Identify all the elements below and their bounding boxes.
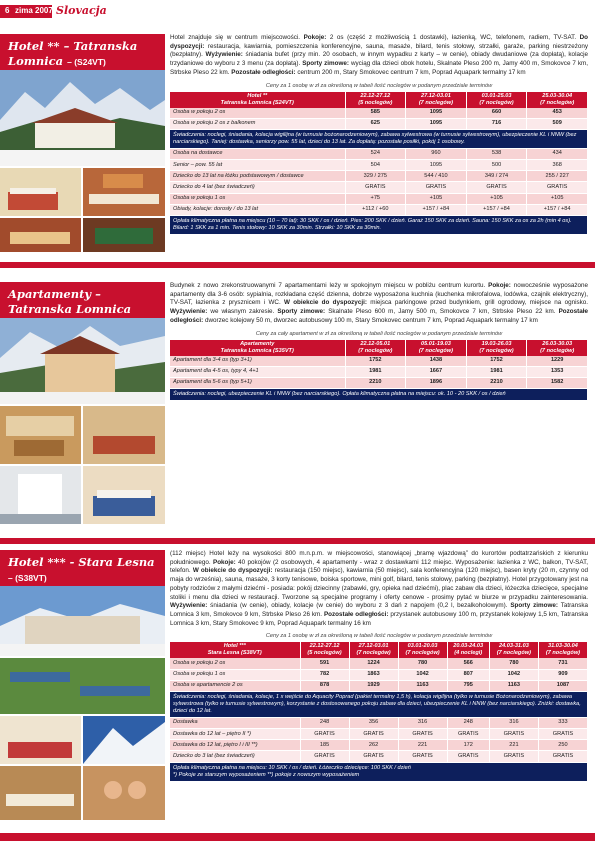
row-label: Osoba w apartamencie 2 os — [170, 680, 300, 691]
price-cell: 1981 — [466, 366, 527, 377]
page-number: 6 — [5, 6, 10, 15]
hotel3-head-sub: Stara Lesna (S38VT) — [207, 650, 262, 657]
price-cell: 524 — [345, 148, 406, 159]
hotel1-col-2 — [466, 92, 527, 108]
price-cell: 585 — [345, 108, 406, 119]
price-cell: 1095 — [406, 118, 467, 129]
col-nights: (7 noclegów) — [479, 347, 514, 354]
price-cell: 660 — [466, 108, 527, 119]
col-date: 22.12-05.01 — [360, 340, 391, 347]
price-cell: 591 — [300, 658, 349, 669]
apart-info-row — [170, 389, 588, 401]
hotel1-desc-sport: wyciąg dla dzieci obok hotelu, Skalnate Pleso 200 m, Jamy 400 m, Smokovce 7 km, Strbske Pleso 22 km. — [170, 60, 589, 76]
row-label: Osoba w pokoju 1 os — [170, 193, 345, 204]
price-cell: 221 — [398, 740, 447, 751]
hotel1-price-table — [170, 92, 588, 236]
hotel3-code: – (S38VT) — [8, 573, 47, 583]
apart-desc-dist: dworzec kolejowy 50 m, dworzec autobusowy 100 m, Stary Smokovec centrum 7 km, Poprad Aquapark termalny 17 km — [205, 316, 538, 324]
hotel1-desc-intro: Hotel znajduje się w centrum miejscowości. — [170, 34, 301, 41]
hotel1-billiard-photo — [83, 218, 165, 252]
price-cell: 1087 — [538, 680, 587, 691]
price-cell: 960 — [406, 148, 467, 159]
hotel3-label-rooms: Pokoje: — [213, 558, 236, 566]
price-cell: 1042 — [398, 669, 447, 680]
hotel3-desc-sport: Tatranska Lomnica 3 km, Smokovce 9 km, Strbske Pleso 26 km. — [170, 602, 588, 618]
price-cell: GRATIS — [538, 751, 587, 762]
hotel3-col-2 — [398, 642, 447, 658]
season-label: zima 2007/2008 — [15, 6, 73, 15]
table-row — [170, 366, 588, 377]
table-row — [170, 118, 588, 129]
col-date: 05.01-19.03 — [420, 340, 451, 347]
price-cell: 625 — [345, 118, 406, 129]
hotel3-services-note: Świadczenia: noclegi, śniadania, kolacje, 1 x wejście do Aquacity Poprad (pakiet termalny 1,5 h), kolacja wigilijna (tylko w turnusie Bożonarodzeniowym), zabawa sylwestrowa (tylko w turnusie sylwestrowym), korzystanie z dostosowanego pokoju zabaw dla dzieci, ubezpieczenie KL i NNW (bez narciarskiego). Zniżki: dostawka, dzieci do 12 lat. — [170, 691, 588, 717]
price-cell: 544 / 410 — [406, 171, 467, 182]
apart-living-photo — [83, 406, 165, 464]
row-label: Osoba w pokoju 2 os — [170, 658, 300, 669]
table-row — [170, 171, 588, 182]
hotel1-extra-fees-note: Opłata klimatyczna płatna na miejscu (10 – 70 lat): 30 SKK / os / dzień. Pies: 200 SKK / dzień. Garaż 150 SKK za dzień. Sauna: 150 SKK za os za 2h (min 4 os). Bilard: 1 SKK za 1 min. Tenis stołowy: 10 SKK za 30min. Strzałki: 10 SKK za 30min. — [170, 216, 588, 235]
hotel3-price-caption: Ceny za 1 osobę w zł za określoną w tabeli ilość noclegów w podanym przedziale terminów — [265, 633, 493, 640]
col-date: 27.12-03.01 — [358, 643, 389, 650]
hotel1-info-row-2 — [170, 216, 588, 235]
price-cell: +157 / +84 — [406, 204, 467, 215]
price-cell: 248 — [300, 717, 349, 728]
apart-col-1 — [406, 340, 467, 356]
hotel3-table-header — [170, 642, 588, 658]
hotel3-restaurant-photo — [0, 766, 81, 820]
table-row — [170, 717, 588, 728]
hotel1-desc-dist: centrum 200 m, Stary Smokovec centrum 7 km, Poprad Aquapark termalny 17 km — [297, 68, 526, 76]
price-cell: 1163 — [398, 680, 447, 691]
country-title: Slovacja — [56, 4, 107, 17]
price-cell: 1095 — [406, 160, 467, 171]
table-row — [170, 160, 588, 171]
hotel3-main-photo — [0, 586, 165, 656]
table-row — [170, 108, 588, 119]
row-label: Dostawka do 12 lat – piętro II *) — [170, 729, 300, 740]
price-cell: 795 — [447, 680, 489, 691]
hotel3-col-4 — [489, 642, 538, 658]
apart-label-disp: W obiekcie do dyspozycji: — [283, 299, 367, 307]
hotel3-label-disp: W obiekcie do dyspozycji: — [192, 567, 273, 575]
col-nights: (5 noclegów) — [358, 99, 393, 106]
apart-description — [170, 282, 588, 326]
hotel1-right-column — [170, 34, 588, 235]
price-cell: 509 — [527, 118, 588, 129]
table-row — [170, 182, 588, 193]
hotel3-description — [170, 550, 588, 628]
price-cell: 329 / 275 — [345, 171, 406, 182]
table-row — [170, 377, 588, 388]
price-cell: GRATIS — [398, 751, 447, 762]
hotel3-price-table — [170, 642, 588, 781]
table-row — [170, 680, 588, 691]
apart-price-table — [170, 340, 588, 402]
table-row — [170, 658, 588, 669]
apart-desc-intro: Budynek z nowo zrekonstruowanymi 7 apartamentami leży w spokojnym miejscu w pobliżu centrum kurortu. — [170, 282, 486, 289]
price-cell: 500 — [466, 160, 527, 171]
section-divider — [0, 262, 595, 268]
table-row — [170, 204, 588, 215]
col-date: 20.03-24.03 — [453, 643, 484, 650]
hotel1-cafe-photo — [0, 218, 81, 252]
price-cell: GRATIS — [398, 729, 447, 740]
hotel3-col-3 — [447, 642, 489, 658]
price-cell: +105 — [527, 193, 588, 204]
hotel1-main-photo — [0, 70, 165, 166]
col-date: 25.03-30.04 — [542, 92, 573, 99]
col-nights: (7 noclegów) — [540, 347, 575, 354]
row-label: Osoba na dostawce — [170, 148, 345, 159]
price-cell: 333 — [538, 717, 587, 728]
apart-bathroom-photo — [0, 466, 81, 524]
col-date: 19.03-26.03 — [481, 340, 512, 347]
price-cell: +75 — [345, 193, 406, 204]
price-cell: 255 / 227 — [527, 171, 588, 182]
table-row — [170, 669, 588, 680]
price-cell: 731 — [538, 658, 587, 669]
price-cell: 1582 — [527, 377, 588, 388]
hotel1-price-caption: Ceny za 1 osobę w zł za określoną w tabeli ilość noclegów w podanym przedziale terminów — [265, 82, 493, 89]
price-cell: 250 — [538, 740, 587, 751]
hotel1-info-row — [170, 129, 588, 148]
row-label: Dostawka do 12 lat, piętro I i III **) — [170, 740, 300, 751]
table-row — [170, 740, 588, 751]
apart-desc-sport: Skalnate Pleso 600 m, Jamy 500 m, Smokovce 7 km, Strbske Pleso 22 km. — [328, 308, 556, 316]
price-cell: 1929 — [349, 680, 398, 691]
col-date: 27.12-03.01 — [420, 92, 451, 99]
price-cell: 782 — [300, 669, 349, 680]
table-row — [170, 193, 588, 204]
apart-label-sport: Sporty zimowe: — [277, 308, 326, 316]
hotel1-head-title: Hotel ** — [247, 92, 268, 99]
hotel3-minigolf-photo — [0, 658, 165, 714]
price-cell: 172 — [447, 740, 489, 751]
hotel3-desc-rooms: 40 pokojów (2 osobowych, 4 apartamenty - wraz z dostawkami 112 miejsc. Wyposażenie: łazienka z WC, balkon, TV-SAT, telefon. — [170, 558, 589, 575]
col-nights: (7 noclegów) — [540, 99, 575, 106]
apart-services-note: Świadczenia: noclegi, ubezpieczenie KL i NNW (bez narciarskiego). Opłata klimatyczna płatna na miejscu: ok. 10 - 20 SKK / os / dzień — [170, 389, 588, 401]
price-cell: 1353 — [527, 366, 588, 377]
price-cell: 316 — [398, 717, 447, 728]
col-nights: (7 noclegów) — [496, 650, 531, 657]
hotel1-desc-food: śniadania bufet (przy min. 20 osobach, w innym wypadku z karty – w cenie), obiady dwudaniowe (za dopłatą), kolacje trzydaniowe do wyboru z 3 menu (za dopłatą). — [170, 51, 589, 68]
col-date: 22.12-27.12 — [360, 92, 391, 99]
price-cell: 504 — [345, 160, 406, 171]
price-cell: 538 — [466, 148, 527, 159]
hotel1-label-food: Wyżywienie: — [205, 51, 243, 59]
hotel3-footnote: *) Pokoje ze starszym wyposażeniem **) pokoje z nowszym wyposażeniem — [173, 771, 360, 778]
apart-label-food: Wyżywienie: — [170, 308, 208, 316]
table-row — [170, 148, 588, 159]
apart-right-column — [170, 282, 588, 401]
hotel3-col-0 — [300, 642, 349, 658]
hotel3-label-food: Wyżywienie: — [170, 602, 208, 610]
price-cell: GRATIS — [538, 729, 587, 740]
hotel3-desc-dist: przystanek autobusowy 100 m, przystanek kolejowy 1,5 km, Tatranska Lomnica 3 km, Stary Smokovec 9 km, Poprad Aquapark termalny 16 km — [170, 610, 589, 627]
price-cell: 1667 — [406, 366, 467, 377]
row-label: Osoba w pokoju 1 os — [170, 669, 300, 680]
row-label: Obiady, kolacje: dorosły / do 13 lat — [170, 204, 345, 215]
row-label: Apartament dla 5-6 os (typ 5+1) — [170, 377, 345, 388]
hotel1-desc-disp: restauracja, kawiarnia, pomieszczenia konferencyjne, sauna, masaże, bilard, tenis stołowy, strzałki, garaże, parking niestrzeżony (bezpłatny). — [170, 42, 589, 59]
price-cell: 1981 — [345, 366, 406, 377]
apart-col-2 — [466, 340, 527, 356]
price-cell: 1438 — [406, 356, 467, 367]
price-cell: 1229 — [527, 356, 588, 367]
price-cell: 248 — [447, 717, 489, 728]
apart-col-3 — [527, 340, 588, 356]
hotel1-table-header — [170, 92, 588, 108]
page-footer-bar — [0, 833, 595, 841]
row-label: Osoba w pokoju 2 os — [170, 108, 345, 119]
col-nights: (7 noclegów) — [418, 347, 453, 354]
hotel3-desc-disp: restauracja (150 miejsc), kawiarnia (50 miejsc), sala konferencyjna (120 miejsc), basen kryty (20 m, czynny od maja do września), sauna, masaże, 3 korty tenisowe, boiska sportowe, mini golf, bilard, tenis stołowy, parking (bezpłatny). Hotel przygotowany jest na pobyty rodziców z małymi dziećmi - posiada: pokój dziecinny (zabawki, gry, opieka nad dziećmi), plac zabaw dla dzieci, łóżeczka dziecięce, specjalne stoliki i menu dla dzieci w restauracji. Tworzone są specjalne programy i oferty cenowe - prosimy pytać w biurze w przypadku zainteresowania. — [170, 567, 589, 601]
row-label: Dostawka — [170, 717, 300, 728]
hotel3-table-head-name — [170, 642, 300, 658]
hotel3-extra-note — [170, 762, 588, 781]
price-cell: 1752 — [345, 356, 406, 367]
hotel3-title-text: Hotel *** - Stara Lesna — [8, 555, 155, 569]
price-cell: 1752 — [466, 356, 527, 367]
price-cell: GRATIS — [345, 182, 406, 193]
price-cell: 368 — [527, 160, 588, 171]
apart-desc-disp: miejsca parkingowe przed budynkiem, grill ogrodowy, miejsce na ognisko. — [370, 299, 589, 307]
price-cell: GRATIS — [489, 751, 538, 762]
price-cell: GRATIS — [406, 182, 467, 193]
apart-head-title: Apartamenty — [240, 340, 275, 347]
apart-label-dist: Pozostałe odległości: — [170, 308, 589, 324]
apart-kitchen-photo — [0, 406, 81, 464]
col-nights: (5 noclegów) — [307, 650, 342, 657]
apart-bedroom-photo — [83, 466, 165, 524]
hotel1-code: – (S24VT) — [67, 57, 106, 67]
price-cell: 566 — [447, 658, 489, 669]
hotel1-col-1 — [406, 92, 467, 108]
price-cell: 1863 — [349, 669, 398, 680]
hotel3-desc-food: śniadania (w cenie), obiady, kolacje (w cenie) do wyboru z 3 dań z napojem (0,2 l, bezalkoholowym). — [210, 602, 508, 610]
price-cell: 1224 — [349, 658, 398, 669]
hotel1-head-sub: Tatranska Lomnica (S24VT) — [220, 99, 294, 106]
hotel1-restaurant-photo — [83, 168, 165, 216]
price-cell: 185 — [300, 740, 349, 751]
col-date: 03.01-20.03 — [407, 643, 438, 650]
col-nights: (7 noclegów) — [356, 650, 391, 657]
price-cell: GRATIS — [466, 182, 527, 193]
price-cell: 356 — [349, 717, 398, 728]
col-nights: (7 noclegów) — [545, 650, 581, 657]
hotel1-col-3 — [527, 92, 588, 108]
hotel1-col-0 — [345, 92, 406, 108]
hotel1-desc-rooms: 2 os (część z możliwością 1 dostawki), łazienką, WC, telefonem, radiem, TV-SAT. — [329, 34, 577, 41]
price-cell: 2210 — [466, 377, 527, 388]
row-label: Dziecko do 13 lat na łóżku podstawowym / dostawce — [170, 171, 345, 182]
price-cell: 262 — [349, 740, 398, 751]
hotel3-desc-intro: (112 miejsc) Hotel leży na wysokości 800 m.n.p.m. w miejscowości, stanowiącej „bramę wjazdową” do kurortów podtatrzańskich z kierunku południowego. — [170, 550, 588, 566]
hotel1-label-disp: Do dyspozycji: — [170, 34, 589, 50]
col-nights: (7 noclegów) — [405, 650, 440, 657]
apart-desc-food: we własnym zakresie. — [210, 308, 275, 316]
price-cell: 1042 — [489, 669, 538, 680]
table-row — [170, 729, 588, 740]
price-cell: 453 — [527, 108, 588, 119]
hotel3-col-5 — [538, 642, 587, 658]
row-label: Dziecko do 3 lat (bez świadczeń) — [170, 751, 300, 762]
hotel3-section — [0, 550, 595, 830]
apart-section — [0, 282, 595, 532]
price-cell: GRATIS — [300, 751, 349, 762]
table-row — [170, 751, 588, 762]
price-cell: 807 — [447, 669, 489, 680]
price-cell: +157 / +84 — [466, 204, 527, 215]
col-nights: (7 noclegów) — [479, 99, 514, 106]
price-cell: +105 — [466, 193, 527, 204]
apart-head-sub: Tatranska Lomnica (S35VT) — [220, 347, 294, 354]
hotel1-room-photo — [0, 168, 81, 216]
col-nights: (7 noclegów) — [418, 99, 453, 106]
col-date: 26.03-30.03 — [542, 340, 573, 347]
col-date: 22.12-27.12 — [309, 643, 340, 650]
hotel1-label-dist: Pozostałe odległości: — [231, 68, 296, 76]
col-date: 03.01-25.03 — [481, 92, 512, 99]
row-label: Senior – pow. 55 lat — [170, 160, 345, 171]
hotel3-head-title: Hotel *** — [223, 643, 246, 650]
hotel1-title-text: Hotel ** – Tatranska Lomnica — [8, 39, 138, 68]
price-cell: GRATIS — [349, 751, 398, 762]
price-cell: GRATIS — [349, 729, 398, 740]
price-cell: 434 — [527, 148, 588, 159]
hotel1-section — [0, 34, 595, 252]
price-cell: GRATIS — [300, 729, 349, 740]
price-cell: GRATIS — [527, 182, 588, 193]
price-cell: 1163 — [489, 680, 538, 691]
hotel3-col-1 — [349, 642, 398, 658]
apart-main-photo — [0, 318, 165, 404]
price-cell: 221 — [489, 740, 538, 751]
hotel1-label-sport: Sporty zimowe: — [302, 60, 349, 68]
hotel3-climate-fee-note: Opłata klimatyczna płatna na miejscu: 10 SKK / os / dzień. Łóżeczko dziecięce: 100 SKK / dzień — [173, 764, 411, 771]
col-date: 24.03-31.03 — [498, 643, 529, 650]
price-cell: +105 — [406, 193, 467, 204]
price-cell: 909 — [538, 669, 587, 680]
hotel3-info-row-2 — [170, 762, 588, 781]
price-cell: 316 — [489, 717, 538, 728]
hotel3-info-row — [170, 691, 588, 717]
hotel1-description — [170, 34, 588, 78]
price-cell: 716 — [466, 118, 527, 129]
price-cell: 780 — [398, 658, 447, 669]
price-cell: 349 / 274 — [466, 171, 527, 182]
row-label: Dziecko do 4 lat (bez świadczeń) — [170, 182, 345, 193]
hotel3-label-sport: Sporty zimowe: — [510, 602, 558, 610]
hotel3-mountain-photo — [83, 716, 165, 764]
hotel1-label-rooms: Pokoje: — [303, 34, 327, 41]
hotel3-label-dist: Pozostałe odległości: — [323, 610, 389, 618]
hotel3-room-photo — [0, 716, 81, 764]
apart-desc-rooms: nowocześnie wyposażone apartamenty dla 3-6 osób: sypialnia, rozkładana część dzienna, dobrze wyposażona kuchnia (kuchenka mikrofalowa, lodówka, czajnik elektryczny), TV-SAT, łazienka z prysznicem i WC. — [170, 282, 589, 307]
col-date: 31.03-30.04 — [548, 643, 578, 650]
price-cell: 2210 — [345, 377, 406, 388]
apart-label-rooms: Pokoje: — [488, 282, 511, 289]
apart-col-0 — [345, 340, 406, 356]
col-nights: (7 noclegów) — [358, 347, 393, 354]
price-cell: 1095 — [406, 108, 467, 119]
section-divider — [0, 538, 595, 544]
row-label: Apartament dla 4-5 os, typy 4, 4+1 — [170, 366, 345, 377]
col-nights: (4 noclegi) — [454, 650, 483, 657]
hotel3-sauna-photo — [83, 766, 165, 820]
price-cell: GRATIS — [447, 751, 489, 762]
price-cell: 780 — [489, 658, 538, 669]
row-label: Osoba w pokoju 2 os z balkonem — [170, 118, 345, 129]
apart-table-header — [170, 340, 588, 356]
hotel1-services-note: Świadczenia: noclegi, śniadania, kolacja wigilijna (w turnusie bożonarodzeniowym), zabawa sylwestrowa (w turnusie sylwestrowym), ubezpieczenie KL i NNW (bez narciarskiego). Taniej: dostawka, seniorzy pow. 55 lat, dzieci do 13 lat. Za dopłatą: pozostałe posiłki, pokój 1 osobowy. — [170, 129, 588, 148]
price-cell: 878 — [300, 680, 349, 691]
hotel1-table-head-name — [170, 92, 345, 108]
apart-title-text: Apartamenty – Tatranska Lomnica — [8, 287, 132, 316]
hotel3-right-column — [170, 550, 588, 782]
table-row — [170, 356, 588, 367]
apart-price-caption: Ceny za cały apartament w zł za określoną w tabeli ilość noclegów w podanym przedziale terminów — [255, 330, 503, 337]
apart-table-head-name — [170, 340, 345, 356]
price-cell: +112 / +60 — [345, 204, 406, 215]
page-header — [0, 0, 595, 22]
price-cell: +157 / +84 — [527, 204, 588, 215]
price-cell: GRATIS — [447, 729, 489, 740]
price-cell: GRATIS — [489, 729, 538, 740]
row-label: Apartament dla 3-4 os (typ 3+1) — [170, 356, 345, 367]
price-cell: 1896 — [406, 377, 467, 388]
